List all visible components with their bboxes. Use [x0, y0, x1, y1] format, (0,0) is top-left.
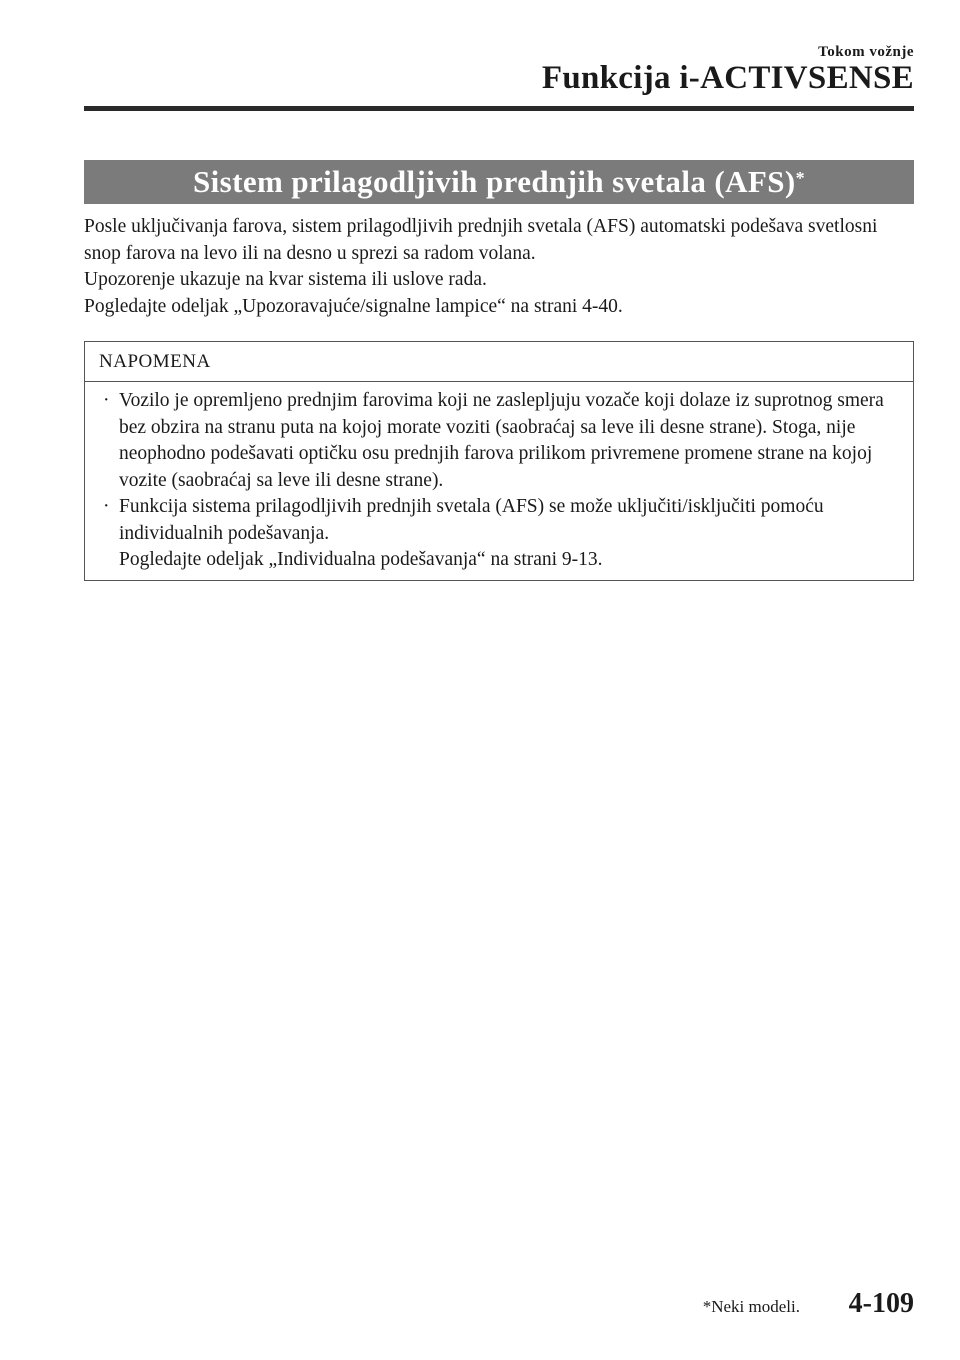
note-item-text: Vozilo je opremljeno prednjim farovima koji ne zaslepljuju vozače koji dolaze iz suprotnog smera bez obzira na stranu puta na kojoj morate voziti (saobraćaj sa leve ili desne strane). Stoga, nije neophodno podešavati optičku osu prednjih farova prilikom privremene promene strane na kojoj vozite (saobraćaj sa leve ili desne strane). [119, 390, 884, 491]
note-item-text: Pogledajte odeljak „Individualna podešavanja“ na strani 9-13. [119, 549, 603, 570]
section-title-asterisk: * [795, 167, 806, 188]
header-divider [84, 106, 914, 111]
chapter-title: Funkcija i-ACTIVSENSE [541, 60, 914, 96]
footnote: *Neki modeli. [702, 1297, 800, 1316]
intro-paragraph: Posle uključivanja farova, sistem prilagodljivih prednjih svetala (AFS) automatski podešava svetlosni snop farova na levo ili na desno u sprezi sa radom volana. [84, 216, 878, 264]
note-box [84, 341, 914, 581]
note-heading: NAPOMENA [85, 342, 913, 382]
note-item [99, 388, 899, 494]
chapter-label: Tokom vožnje [818, 44, 914, 60]
section-title-banner [84, 160, 914, 204]
page-number: 4-109 [848, 1288, 914, 1319]
note-item [99, 494, 899, 574]
section-title: Sistem prilagodljivih prednjih svetala (AFS) [192, 164, 796, 199]
bullet-icon: · [103, 496, 110, 517]
intro-paragraph: Pogledajte odeljak „Upozoravajuće/signalne lampice“ na strani 4-40. [84, 295, 623, 317]
note-body [85, 382, 913, 574]
intro-text [84, 214, 914, 320]
note-item-text: Funkcija sistema prilagodljivih prednjih svetala (AFS) se može uključiti/isključiti pomoću individualnih podešavanja. [119, 496, 824, 544]
intro-paragraph: Upozorenje ukazuje na kvar sistema ili uslove rada. [84, 269, 487, 290]
bullet-icon: · [103, 390, 110, 411]
